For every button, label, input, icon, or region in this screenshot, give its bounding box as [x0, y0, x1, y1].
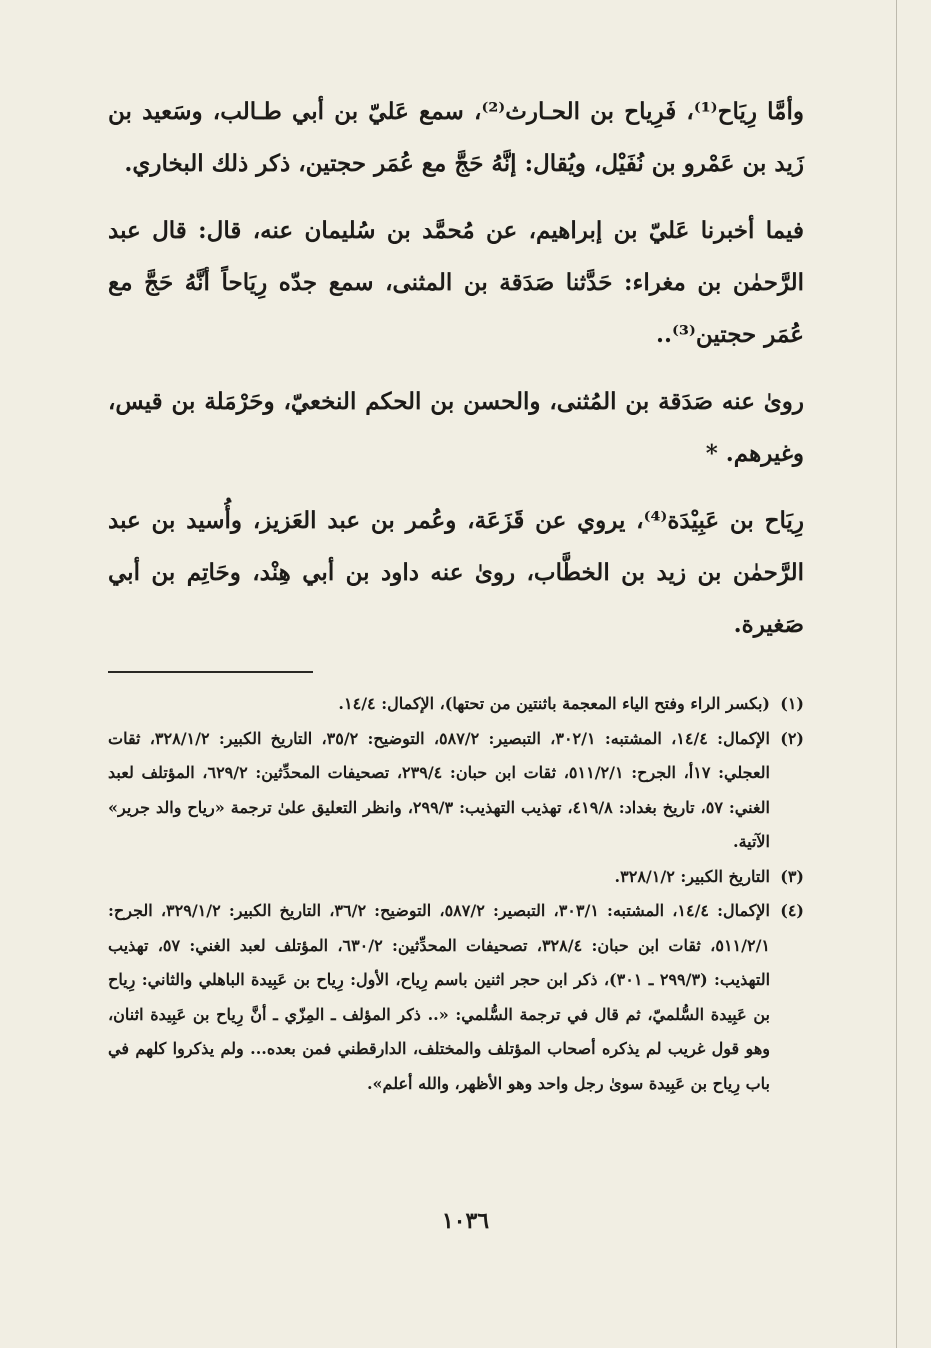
footnote-number: (٢) — [780, 728, 804, 748]
paragraph-riyah-bin-harith: وأمَّا رِيَاح⁽¹⁾، فَرِياح بن الحـارث⁽²⁾، سمع عَليّ بن أبي طـالب، وسَعيد بن زَيد بن عَمْرو بن نُفَيْل، ويُقال: إنَّهُ حَجَّ مع عُمَر حجتين، ذكر ذلك البخاري. — [108, 98, 804, 177]
footnote-number: (٣) — [780, 866, 804, 886]
paragraph-isnad: فيما أخبرنا عَليّ بن إبراهيم، عن مُحمَّد بن سُليمان عنه، قال: قال عبد الرَّحمٰن بن مغراء: حَدَّثنا صَدَقة بن المثنى، سمع جدّه رِيَاحاً أنَّهُ حَجَّ مع عُمَر حجتين⁽³⁾.. — [108, 217, 804, 348]
footnote-3 — [108, 860, 804, 895]
paragraph-narrators: روىٰ عنه صَدَقة بن المُثنى، والحسن بن الحكم النخعيّ، وحَرْمَلة بن قيس، وغيرهم. * — [108, 388, 804, 467]
footnote-divider — [108, 671, 313, 673]
footnote-text: الإكمال: ١٤/٤، المشتبه: ٣٠٣/١، التبصير: ٥٨٧/٢، التوضيح: ٣٦/٢، التاريخ الكبير: ٣٢٩/١/٢، الجرح: ٥١١/٢/١، ثقات ابن حبان: ٣٢٨/٤، تصحيفات المحدِّثين: ٦٣٠/٢، المؤتلف لعبد الغني: ٥٧، تهذيب التهذيب: (٢٩٩/٣ ـ ٣٠١)، ذكر ابن حجر اثنين باسم رِياح، الأول: رِياح بن عَبِيدة الباهلي والثاني: رِياح بن عَبِيدة السُّلميّ، ثم قال في ترجمة السُّلمي: «.. ذكر المؤلف ـ المِزّي ـ أنَّ رِياح بن عَبِيدة اثنان، وهو قول غريب لم يذكره أصحاب المؤتلف والمختلف، الدارقطني فمن بعده... ولم يذكروا كلهم في باب رِياح بن عَبِيدة سوىٰ رجل واحد وهو الأظهر، والله أعلم». — [108, 901, 771, 1093]
paragraph-riyah-bin-ubayda: رِيَاح بن عَبِيْدَة⁽⁴⁾، يروي عن قَزَعَة، وعُمر بن عبد العَزيز، وأُسيد بن عبد الرَّحمٰن بن زيد بن الخطَّاب، روىٰ عنه داود بن أبي هِنْد، وحَاتِم بن أبي صَغيرة. — [108, 507, 804, 638]
main-text — [108, 86, 804, 651]
footnote-4 — [108, 894, 804, 1101]
page-number: ١٠٣٦ — [441, 1208, 490, 1234]
page-body — [108, 86, 804, 1101]
scan-edge-line — [896, 0, 897, 1348]
footnote-1 — [108, 687, 804, 722]
footnotes — [108, 687, 804, 1101]
footnote-text: الإكمال: ١٤/٤، المشتبه: ٣٠٢/١، التبصير: ٥٨٧/٢، التوضيح: ٣٥/٢، التاريخ الكبير: ٣٢٨/١/٢، ثقات العجلي: ١٧أ، الجرح: ٥١١/٢/١، ثقات ابن حبان: ٢٣٩/٤، تصحيفات المحدِّثين: ٦٢٩/٢، المؤتلف لعبد الغني: ٥٧، تاريخ بغداد: ٤١٩/٨، تهذيب التهذيب: ٢٩٩/٣، وانظر التعليق علىٰ ترجمة «رياح والد جرير» الآتية. — [108, 728, 771, 851]
footnote-number: (١) — [780, 694, 804, 713]
footnote-text: (بكسر الراء وفتح الياء المعجمة باثنتين من تحتها)، الإكمال: ١٤/٤. — [338, 694, 770, 713]
footnote-2 — [108, 722, 804, 860]
footnote-text: التاريخ الكبير: ٣٢٨/١/٢. — [614, 866, 770, 886]
footnote-number: (٤) — [780, 901, 804, 920]
